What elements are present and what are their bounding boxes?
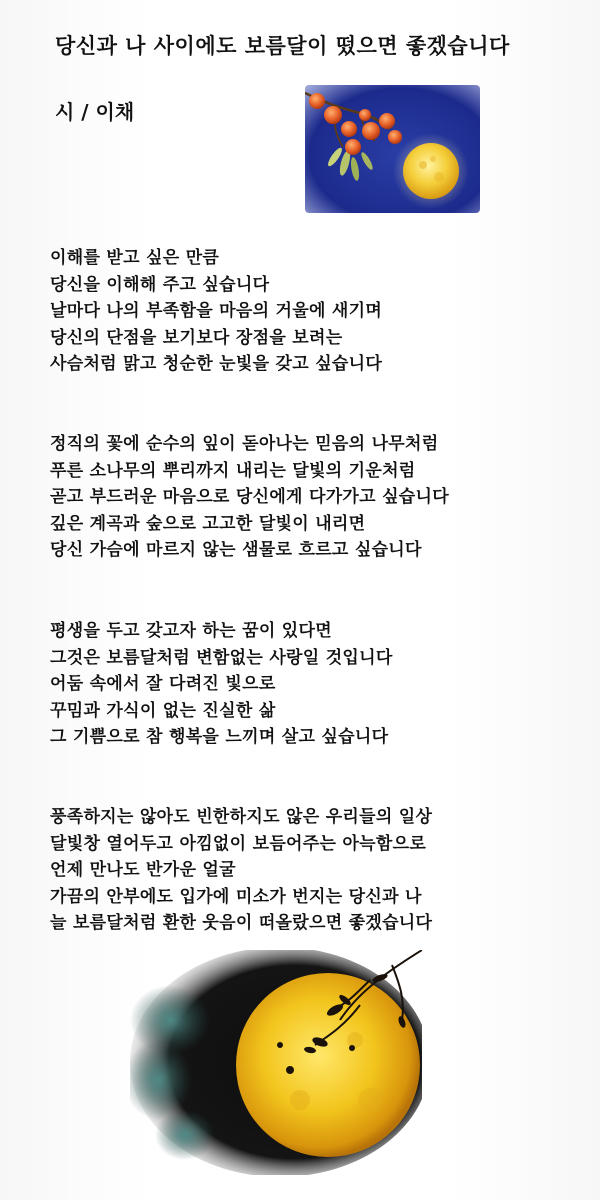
golden-moon-tree-image bbox=[130, 950, 422, 1175]
stanza-2 bbox=[50, 431, 595, 564]
stanza-3 bbox=[50, 618, 595, 751]
poem-line: 어둠 속에서 잘 다려진 빛으로 bbox=[50, 674, 276, 694]
poem-line: 푸른 소나무의 뿌리까지 내리는 달빛의 기운처럼 bbox=[50, 460, 416, 481]
poem-line: 언제 만나도 반가운 얼굴 bbox=[50, 860, 236, 880]
poem-line: 곧고 부드러운 마음으로 당신에게 다가가고 싶습니다 bbox=[50, 487, 449, 507]
poem-line: 당신의 단점을 보기보다 장점을 보려는 bbox=[50, 327, 343, 348]
poem-line: 정직의 꽃에 순수의 잎이 돋아나는 믿음의 나무처럼 bbox=[50, 434, 439, 454]
poem-line: 이해를 받고 싶은 만큼 bbox=[50, 248, 220, 268]
poem-line: 가끔의 안부에도 입가에 미소가 번지는 당신과 나 bbox=[50, 886, 422, 907]
poem-line: 늘 보름달처럼 환한 웃음이 떠올랐으면 좋겠습니다 bbox=[50, 913, 433, 933]
poem-line: 사슴처럼 맑고 청순한 눈빛을 갖고 싶습니다 bbox=[50, 354, 383, 374]
poem-line: 풍족하지는 않아도 빈한하지도 않은 우리들의 일상 bbox=[50, 807, 433, 827]
full-moon-persimmon-image bbox=[305, 85, 480, 213]
poem-line: 당신을 이해해 주고 싶습니다 bbox=[50, 274, 270, 295]
poem-title: 당신과 나 사이에도 보름달이 떴으면 좋겠습니다 bbox=[55, 34, 510, 58]
poem-line: 꾸밈과 가식이 없는 진실한 삶 bbox=[50, 700, 276, 721]
stanza-1 bbox=[50, 245, 595, 378]
poem-line: 달빛창 열어두고 아낌없이 보듬어주는 아늑함으로 bbox=[50, 833, 427, 854]
poem-line: 깊은 계곡과 숲으로 고고한 달빛이 내리면 bbox=[50, 513, 366, 534]
poem-line: 그 기쁨으로 참 행복을 느끼며 살고 싶습니다 bbox=[50, 727, 389, 747]
stanza-4 bbox=[50, 804, 595, 937]
poem-line: 그것은 보름달처럼 변함없는 사랑일 것입니다 bbox=[50, 647, 393, 668]
poem-line: 날마다 나의 부족함을 마음의 거울에 새기며 bbox=[50, 301, 383, 321]
poem-line: 평생을 두고 갖고자 하는 꿈이 있다면 bbox=[50, 621, 332, 641]
poem-author: 시 / 이채 bbox=[55, 100, 135, 124]
poem-line: 당신 가슴에 마르지 않는 샘물로 흐르고 싶습니다 bbox=[50, 540, 422, 560]
